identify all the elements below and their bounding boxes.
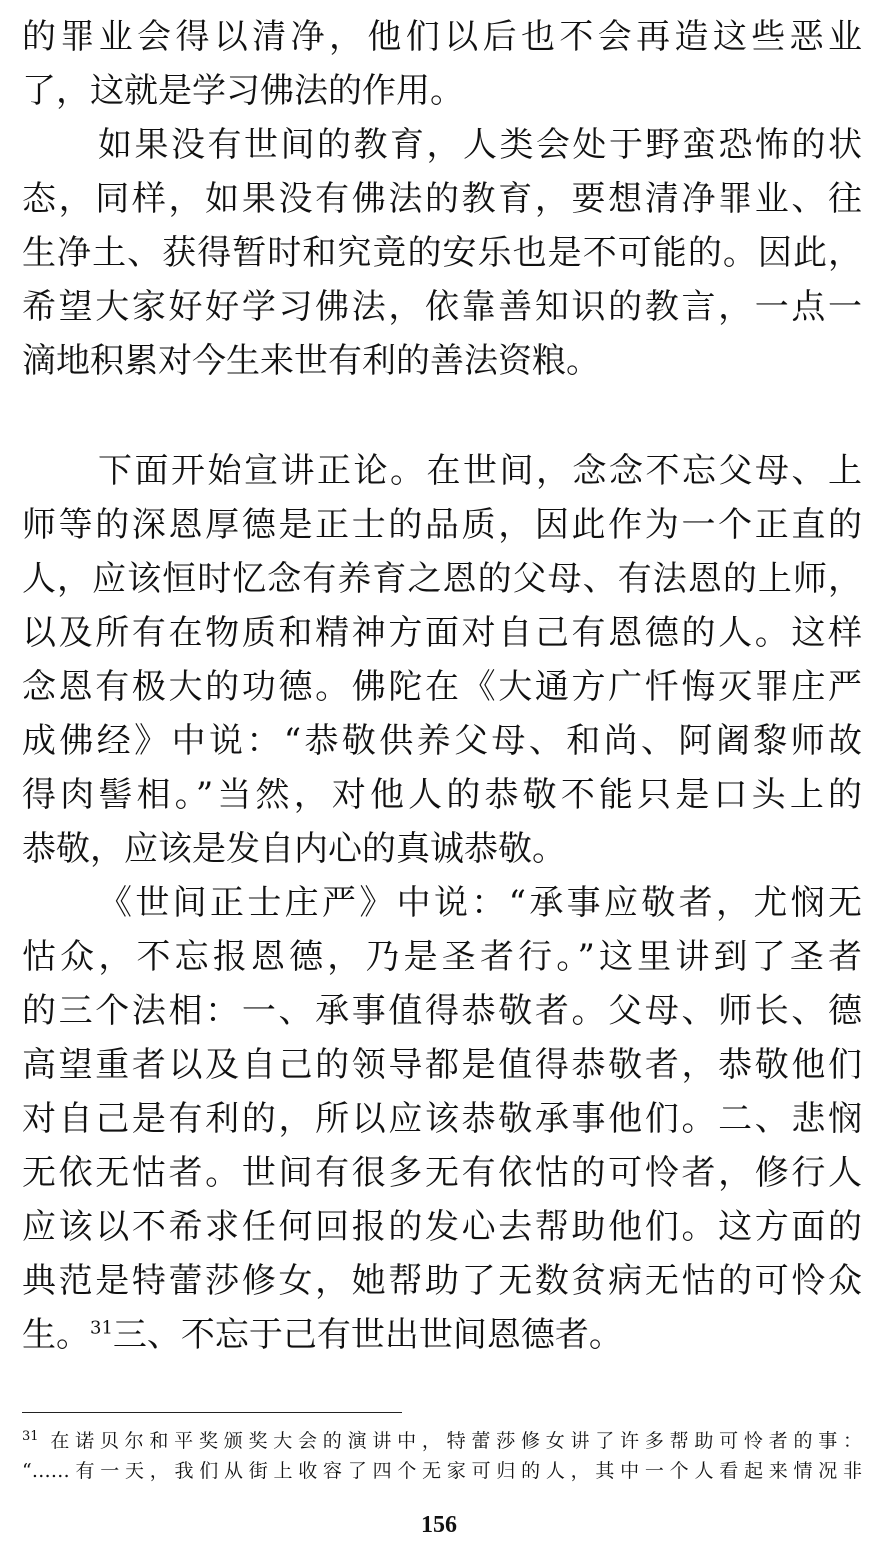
text-line: 得肉髻相。”当然，对他人的恭敬不能只是口头上的 — [22, 775, 862, 815]
text-line: 如果没有世间的教育，人类会处于野蛮恐怖的状 — [98, 125, 862, 165]
footnote-area — [22, 1426, 862, 1486]
text-line: 怙众，不忘报恩德，乃是圣者行。”这里讲到了圣者 — [22, 937, 862, 977]
text-line: 典范是特蕾莎修女，她帮助了无数贫病无怙的可怜众 — [22, 1261, 862, 1301]
text-fragment: 生。 — [22, 1315, 90, 1355]
text-line: 恭敬，应该是发自内心的真诚恭敬。 — [22, 829, 566, 869]
text-fragment: 三、不忘于己有世出世间恩德者。 — [112, 1315, 623, 1355]
text-line: 希望大家好好学习佛法，依靠善知识的教言，一点一 — [22, 287, 862, 327]
text-line: 对自己是有利的，所以应该恭敬承事他们。二、悲悯 — [22, 1099, 862, 1139]
text-line: 《世间正士庄严》中说：“承事应敬者，尤悯无 — [98, 883, 862, 923]
section-gap — [22, 388, 862, 444]
text-line: 了，这就是学习佛法的作用。 — [22, 71, 464, 111]
text-line: 高望重者以及自己的领导都是值得恭敬者，恭敬他们 — [22, 1045, 862, 1085]
footnote-divider — [22, 1412, 402, 1413]
text-line: 人，应该恒时忆念有养育之恩的父母、有法恩的上师， — [22, 559, 862, 599]
footnote-reference-mark[interactable]: 31 — [90, 1317, 113, 1339]
footnote-line: “……有一天，我们从街上收容了四个无家可归的人，其中一个人看起来情况非 — [22, 1460, 862, 1482]
text-line: 念恩有极大的功德。佛陀在《大通方广忏悔灭罪庄严 — [22, 667, 862, 707]
text-line: 滴地积累对今生来世有利的善法资粮。 — [22, 341, 600, 381]
page-number: 156 — [421, 1512, 457, 1538]
text-line: 师等的深恩厚德是正士的品质，因此作为一个正直的 — [22, 505, 862, 545]
text-line: 的罪业会得以清净，他们以后也不会再造这些恶业 — [22, 17, 862, 57]
text-line: 态，同样，如果没有佛法的教育，要想清净罪业、往 — [22, 179, 862, 219]
main-text — [22, 10, 862, 1362]
footnote-text: 在诺贝尔和平奖颁奖大会的演讲中，特蕾莎修女讲了许多帮助可怜者的事： — [44, 1430, 862, 1452]
text-line: 生净土、获得暂时和究竟的安乐也是不可能的。因此， — [22, 233, 862, 273]
text-line: 应该以不希求任何回报的发心去帮助他们。这方面的 — [22, 1207, 862, 1247]
footnote-mark: 31 — [22, 1428, 39, 1444]
text-line: 的三个法相：一、承事值得恭敬者。父母、师长、德 — [22, 991, 862, 1031]
text-line: 无依无怙者。世间有很多无有依怙的可怜者，修行人 — [22, 1153, 862, 1193]
footnote-line — [22, 1426, 862, 1456]
text-line: 以及所有在物质和精神方面对自己有恩德的人。这样 — [22, 613, 862, 653]
text-line — [22, 1308, 862, 1362]
text-line: 成佛经》中说：“恭敬供养父母、和尚、阿阇黎师故 — [22, 721, 862, 761]
text-line: 下面开始宣讲正论。在世间，念念不忘父母、上 — [98, 451, 862, 491]
